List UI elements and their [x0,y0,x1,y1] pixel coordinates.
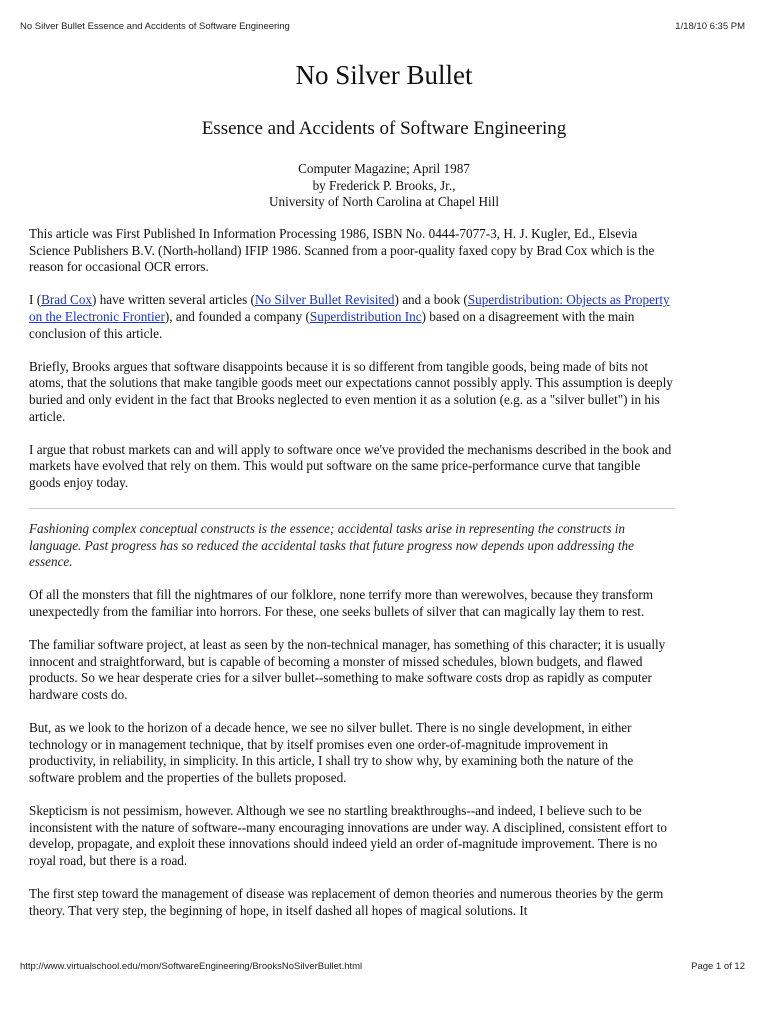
print-header-title: No Silver Bullet Essence and Accidents of Software Engineering [20,21,290,32]
publication-line: Computer Magazine; April 1987 [298,161,470,176]
brad-cox-link[interactable]: Brad Cox [41,292,93,308]
no-silver-bullet-revisited-link[interactable]: No Silver Bullet Revisited [254,292,395,308]
superdistribution-book-link[interactable]: Superdistribution: Objects as Property on the Electronic Frontier [29,292,670,324]
superdistribution-inc-link[interactable]: Superdistribution Inc [309,308,422,324]
author-line: by Frederick P. Brooks, Jr., [312,177,456,193]
print-header-datetime: 1/18/10 6:35 PM [675,21,745,32]
intro-text: ) have written several articles ( [92,292,255,308]
intro-paragraph-publication: This article was First Published In Information Processing 1986, ISBN No. 0444-7077-3, H. J. Kugler, Ed., Elsevia Science Publishers B.V. (North-holland) IFIP 1986. Scanned from a poor-quality faxed copy by Brad Cox which is the reason for occasional OCR errors. [29,226,655,275]
intro-paragraph-author-note [29,292,675,342]
body-paragraph: The first step toward the management of disease was replacement of demon theories and numerous theories by the germ theory. That very step, the beginning of hope, in itself dashed all hopes of magical solutions. It [29,886,664,918]
print-header [20,21,745,35]
page-number: Page 1 of 12 [691,961,745,972]
print-footer [20,961,745,975]
intro-paragraph-argument: I argue that robust markets can and will apply to software once we've provided the mechanisms described in the book and markets have evolved that rely on them. This would put software on the same price-performance curve that tangible goods enjoy today. [29,441,672,490]
affiliation-line: University of North Carolina at Chapel Hill [268,194,499,209]
intro-text: ) and a book ( [394,292,468,308]
article-subtitle: Essence and Accidents of Software Engineering [201,118,567,139]
intro-paragraph-summary: Briefly, Brooks argues that software disappoints because it is so different from tangible goods, being made of bits not atoms, that the solutions that make tangible goods meet our expectations cannot possibly apply. This assumption is deeply buried and only evident in the fact that Brooks neglected to even mention it as a solution (e.g. as a "silver bullet") in his article. [29,358,673,424]
page-url: http://www.virtualschool.edu/mon/SoftwareEngineering/BrooksNoSilverBullet.html [20,961,363,972]
intro-text: I ( [29,292,42,308]
abstract-quote: Fashioning complex conceptual constructs is the essence; accidental tasks arise in representing the constructs in language. Past progress has so reduced the accidental tasks that future progress now depends upon addressing the essence. [29,521,634,570]
body-paragraph: Skepticism is not pessimism, however. Although we see no startling breakthroughs--and indeed, I believe such to be inconsistent with the nature of software--many encouraging innovations are under way. A disciplined, consistent effort to develop, propagate, and exploit these innovations should indeed yield an order of-magnitude improvement. There is no royal road, but there is a road. [29,803,667,868]
section-divider [29,508,675,509]
intro-text: ) based on a disagreement with the main conclusion of this article. [29,308,635,341]
intro-text: ), and founded a company ( [164,308,310,324]
body-paragraph: The familiar software project, at least as seen by the non-technical manager, has something of this character; it is usually innocent and straightforward, but is capable of becoming a monster of missed schedules, blown budgets, and flawed products. So we hear desperate cries for a silver bullet--something to make software costs drop as rapidly as computer hardware costs do. [29,637,666,703]
article-title: No Silver Bullet [295,60,473,90]
article-meta [0,161,768,211]
body-paragraph: Of all the monsters that fill the nightmares of our folklore, none terrify more than werewolves, because they transform unexpectedly from the familiar into horrors. For these, one seeks bullets of silver that can magically lay them to rest. [29,587,654,620]
article-content [29,226,675,936]
body-paragraph: But, as we look to the horizon of a decade hence, we see no silver bullet. There is no single development, in either technology or in management technique, that by itself promises even one order-of-magnitude improvement in productivity, in reliability, in simplicity. In this article, I shall try to show why, by examining both the nature of the software problem and the properties of the bullets proposed. [29,720,634,785]
